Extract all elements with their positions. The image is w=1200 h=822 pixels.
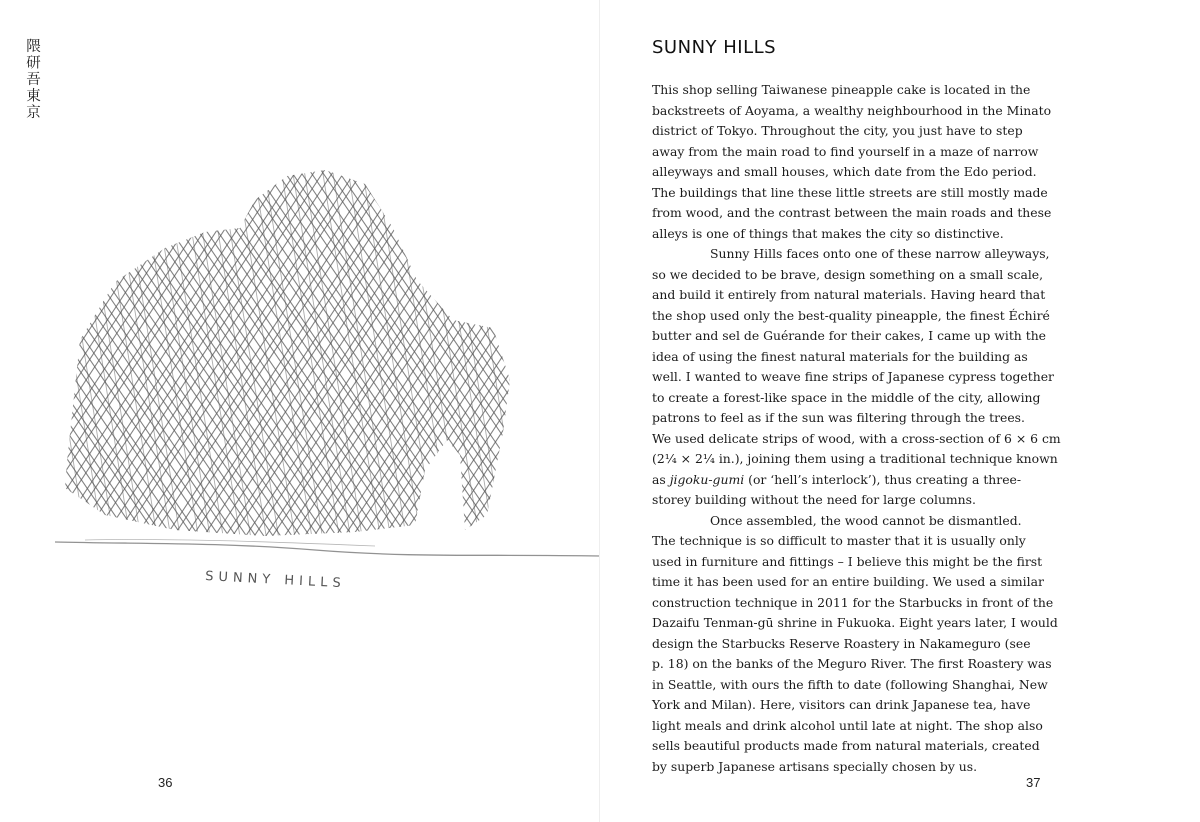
text-line: from wood, and the contrast between the main roads and these: [652, 205, 1052, 220]
text-line: in Seattle, with ours the fifth to date (following Shanghai, New: [652, 676, 1048, 692]
text-line: (2¼ × 2¼ in.), joining them using a traditional technique known: [652, 451, 1058, 466]
text-line: Once assembled, the wood cannot be dismantled.: [710, 512, 1022, 528]
text-line: York and Milan). Here, visitors can drink Japanese tea, have: [652, 697, 1031, 712]
text-line: backstreets of Aoyama, a wealthy neighbourhood in the Minato: [652, 102, 1052, 118]
text-line: the shop used only the best-quality pineapple, the finest Échiré: [652, 307, 1050, 323]
sketch-label: SUNNY HILLS: [204, 569, 347, 592]
text-line: Sunny Hills faces onto one of these narrow alleyways,: [710, 246, 1050, 261]
article-heading: SUNNY HILLS: [652, 37, 777, 58]
text-line: The buildings that line these little streets are still mostly made: [652, 184, 1048, 200]
text-line: time it has been used for an entire building. We used a similar: [652, 574, 1044, 589]
text-line: Dazaifu Tenman-gū shrine in Fukuoka. Eight years later, I would: [652, 615, 1058, 630]
text-line: This shop selling Taiwanese pineapple cake is located in the: [652, 82, 1031, 97]
page-number-left: 36: [158, 775, 173, 790]
text-line: The technique is so difficult to master that it is usually only: [652, 533, 1026, 548]
vertical-book-title: 隈研吾東京: [24, 38, 40, 121]
text-line: alleyways and small houses, which date from the Edo period.: [652, 164, 1037, 179]
text-line: design the Starbucks Reserve Roastery in Nakameguro (see: [652, 635, 1031, 651]
text-line: and build it entirely from natural materials. Having heard that: [652, 287, 1046, 302]
text-line: p. 18) on the banks of the Meguro River. The first Roastery was: [652, 656, 1052, 671]
text-line: used in furniture and fittings – I believe this might be the first: [652, 553, 1043, 569]
text-line: so we decided to be brave, design something on a small scale,: [652, 266, 1044, 282]
right-page: [600, 0, 1200, 822]
text-line: as jigoku-gumi (or ‘hell’s interlock’), thus creating a three-: [652, 471, 1022, 487]
text-line: by superb Japanese artisans specially chosen by us.: [652, 758, 978, 774]
text-line: district of Tokyo. Throughout the city, you just have to step: [652, 123, 1023, 138]
text-line: light meals and drink alcohol until late at night. The shop also: [652, 717, 1043, 733]
text-line: storey building without the need for large columns.: [652, 492, 976, 507]
text-line: butter and sel de Guérande for their cakes, I came up with the: [652, 328, 1047, 343]
text-line: We used delicate strips of wood, with a cross-section of 6 × 6 cm: [652, 430, 1061, 446]
text-line: idea of using the finest natural materials for the building as: [652, 348, 1028, 364]
article-body: [652, 80, 1061, 777]
text-line: patrons to feel as if the sun was filtering through the trees.: [652, 410, 1025, 425]
text-line: well. I wanted to weave fine strips of Japanese cypress together: [652, 369, 1054, 384]
italic-term: jigoku-gumi: [669, 471, 745, 487]
page-number-right: 37: [1026, 775, 1041, 790]
sketch-hatching: [55, 170, 615, 550]
text-line: sells beautiful products made from natural materials, created: [652, 738, 1040, 753]
text-line: construction technique in 2011 for the Starbucks in front of the: [652, 594, 1054, 610]
sunny-hills-pencil-sketch: [55, 170, 615, 610]
text-line: away from the main road to find yourself in a maze of narrow: [652, 143, 1039, 159]
text-line: to create a forest-like space in the middle of the city, allowing: [652, 389, 1041, 405]
text-line: alleys is one of things that makes the city so distinctive.: [652, 225, 1004, 241]
